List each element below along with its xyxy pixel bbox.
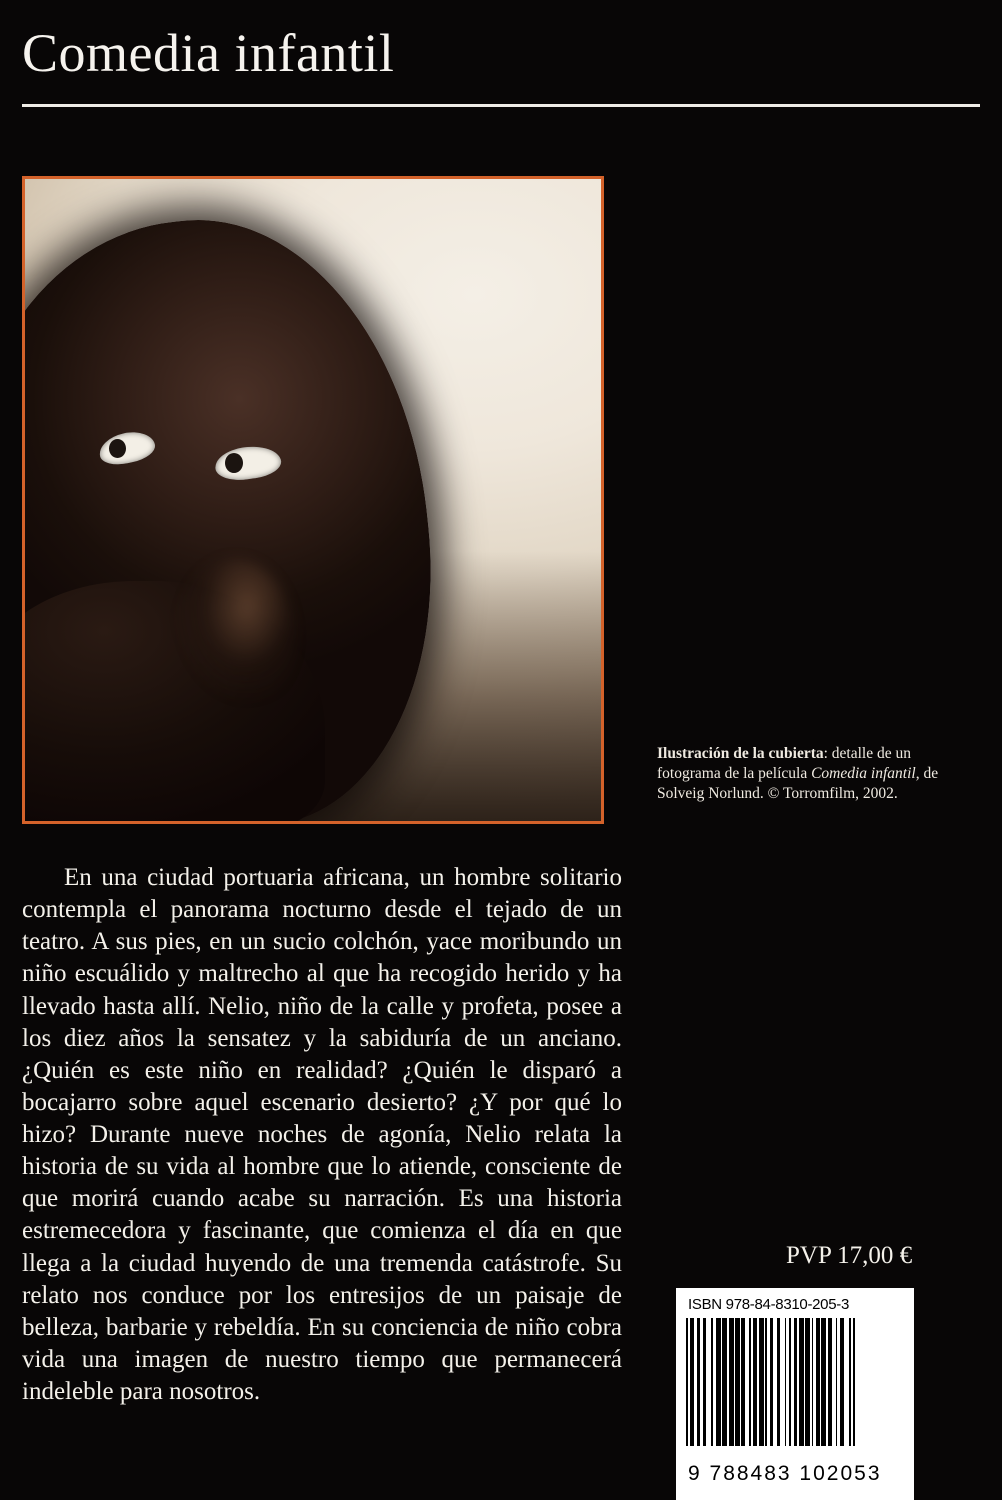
back-cover-blurb (22, 862, 622, 1408)
film-still-photo (25, 179, 601, 821)
barcode-bars (686, 1318, 902, 1446)
isbn-label: ISBN 978-84-8310-205-3 (688, 1296, 850, 1313)
cover-credit (657, 744, 957, 804)
price-label: PVP 17,00 € (786, 1242, 913, 1269)
blurb-paragraph: En una ciudad portuaria africana, un hombre solitario contempla el panorama nocturno desde el tejado de un teatro. A sus pies, en un sucio colchón, yace moribundo un niño escuálido y maltrecho al que ha recogido herido y ha llevado hasta allí. Nelio, niño de la calle y profeta, posee a los diez años la sensatez y la sabiduría de un anciano. ¿Quién es este niño en realidad? ¿Quién le disparó a bocajarro sobre aquel escenario desierto? ¿Y por qué lo hizo? Durante nueve noches de agonía, Nelio relata la historia de su vida al hombre que lo atiende, consciente de que morirá cuando acabe su narración. Es una historia estremecedora y fascinante, que comienza el día en que llega a la ciudad huyendo de una tremenda catástrofe. Su relato nos conduce por los entresijos de un paisaje de belleza, barbarie y rebeldía. En su conciencia de niño cobra vida una imagen de nuestro tiempo que permanecerá indeleble para nosotros. (22, 864, 622, 1405)
right-pupil (225, 453, 243, 473)
cover-illustration (22, 176, 604, 824)
cover-credit-author: , de Solveig Norlund. (657, 765, 939, 803)
cover-credit-label: Ilustración de la cubierta (657, 745, 824, 762)
face-highlight (175, 559, 295, 719)
title-divider (22, 104, 980, 107)
left-pupil (109, 439, 126, 458)
cover-credit-text: : detalle de un fotograma de la película (657, 745, 911, 783)
cover-credit-film-title: Comedia infantil (811, 765, 916, 783)
barcode-digits: 9 788483 102053 (688, 1462, 882, 1485)
barcode (676, 1288, 914, 1500)
page-title: Comedia infantil (22, 23, 395, 83)
cover-credit-copyright: © Torromfilm, 2002. (767, 785, 898, 803)
